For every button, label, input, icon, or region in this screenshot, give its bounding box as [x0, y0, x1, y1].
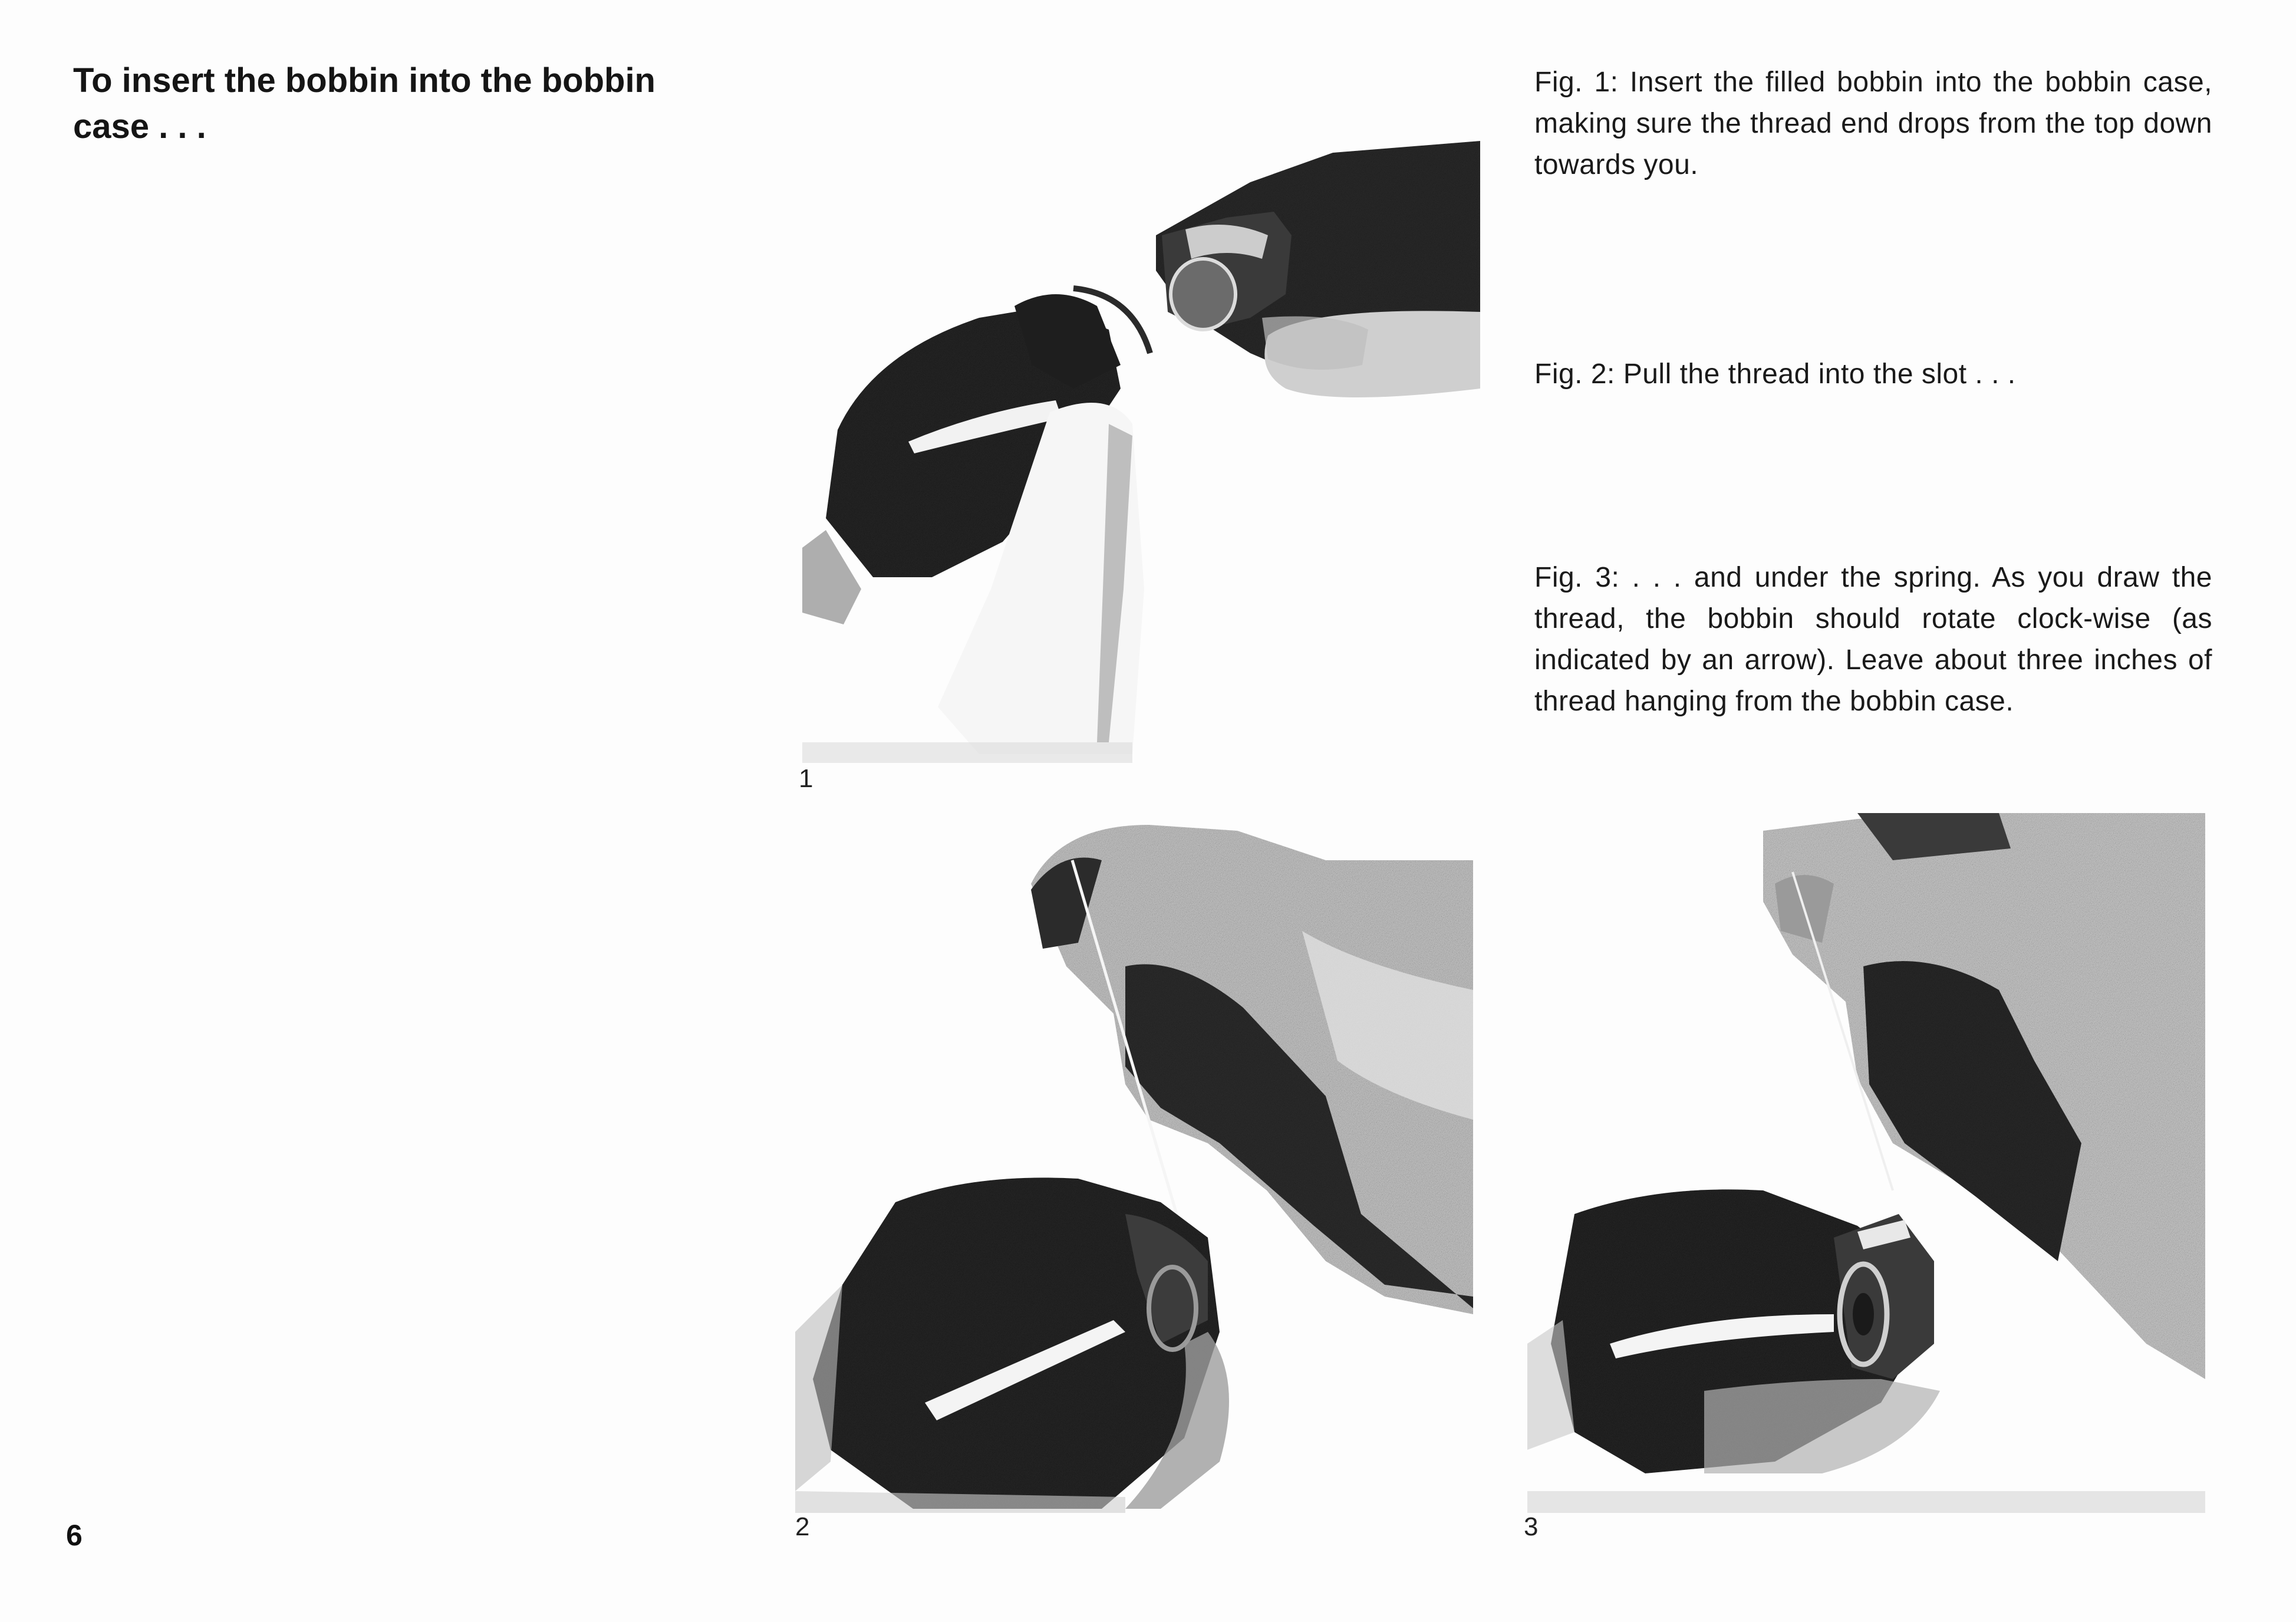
bobbin-insert-photo-icon	[802, 58, 1480, 763]
thread-under-spring-photo-icon	[1527, 813, 2205, 1513]
page-heading: To insert the bobbin into the bobbin case . . .	[73, 61, 655, 146]
caption-fig-2: Fig. 2: Pull the thread into the slot . . .	[1534, 358, 2016, 390]
figure-1-photo	[802, 58, 1480, 763]
page-number: 6	[66, 1519, 83, 1552]
figure-2-label: 2	[795, 1512, 810, 1541]
figure-1-label: 1	[799, 764, 813, 793]
caption-fig-3: Fig. 3: . . . and under the spring. As you draw the thread, the bobbin should rotate clock-wise (as indicated by an arrow). Leave about three inches of thread hanging from the bobbin case.	[1534, 562, 2212, 717]
figure-3-label: 3	[1524, 1512, 1539, 1541]
thread-into-slot-photo-icon	[795, 813, 1473, 1513]
figure-2-photo	[795, 813, 1473, 1513]
figure-3-photo	[1527, 813, 2205, 1513]
caption-fig-1: Fig. 1: Insert the filled bobbin into the bobbin case, making sure the thread end drops from the top down towards you.	[1534, 67, 2212, 180]
